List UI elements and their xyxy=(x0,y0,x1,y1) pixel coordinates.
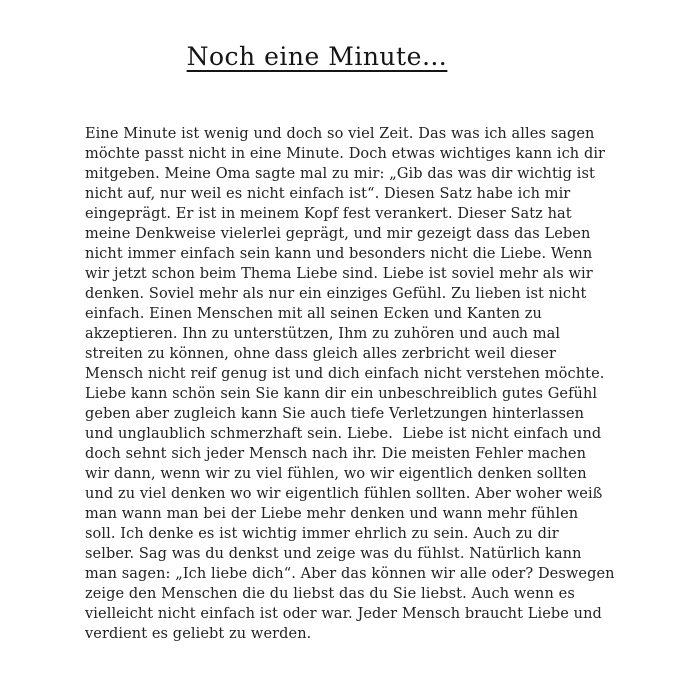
text-line: vielleicht nicht einfach ist oder war. Jeder Mensch braucht Liebe und xyxy=(85,606,602,622)
text-line: einfach. Einen Menschen mit all seinen Ecken und Kanten zu xyxy=(85,306,542,322)
text-line: nicht auf, nur weil es nicht einfach ist“. Diesen Satz habe ich mir xyxy=(85,186,571,202)
text-line: Mensch nicht reif genug ist und dich einfach nicht verstehen möchte. xyxy=(85,366,605,382)
text-line: soll. Ich denke es ist wichtig immer ehrlich zu sein. Auch zu dir xyxy=(85,526,559,542)
text-line: und unglaublich schmerzhaft sein. Liebe. Liebe ist nicht einfach und xyxy=(85,426,602,442)
text-line: man wann man bei der Liebe mehr denken und wann mehr fühlen xyxy=(85,506,579,522)
text-line: denken. Soviel mehr als nur ein einziges Gefühl. Zu lieben ist nicht xyxy=(85,286,587,302)
text-line: man sagen: „Ich liebe dich“. Aber das können wir alle oder? Deswegen xyxy=(85,566,615,582)
text-line: verdient es geliebt zu werden. xyxy=(85,626,312,642)
text-line: möchte passt nicht in eine Minute. Doch etwas wichtiges kann ich dir xyxy=(85,146,606,162)
document-title: Noch eine Minute… xyxy=(186,42,448,71)
text-line: meine Denkweise vielerlei geprägt, und mir gezeigt dass das Leben xyxy=(85,226,591,242)
text-line: Liebe kann schön sein Sie kann dir ein unbeschreiblich gutes Gefühl xyxy=(85,386,598,402)
text-line: eingeprägt. Er ist in meinem Kopf fest verankert. Dieser Satz hat xyxy=(85,206,572,222)
text-line: doch sehnt sich jeder Mensch nach ihr. Die meisten Fehler machen xyxy=(85,446,587,462)
text-line: wir dann, wenn wir zu viel fühlen, wo wir eigentlich denken sollten xyxy=(85,466,587,482)
text-line: Eine Minute ist wenig und doch so viel Zeit. Das was ich alles sagen xyxy=(85,126,595,142)
document-body-paragraph xyxy=(85,124,625,644)
text-line: wir jetzt schon beim Thema Liebe sind. Liebe ist soviel mehr als wir xyxy=(85,266,593,282)
text-line: streiten zu können, ohne dass gleich alles zerbricht weil dieser xyxy=(85,346,557,362)
text-line: selber. Sag was du denkst und zeige was du fühlst. Natürlich kann xyxy=(85,546,582,562)
text-line: geben aber zugleich kann Sie auch tiefe Verletzungen hinterlassen xyxy=(85,406,585,422)
text-line: nicht immer einfach sein kann und besonders nicht die Liebe. Wenn xyxy=(85,246,593,262)
text-line: akzeptieren. Ihn zu unterstützen, Ihm zu zuhören und auch mal xyxy=(85,326,561,342)
text-line: mitgeben. Meine Oma sagte mal zu mir: „Gib das was dir wichtig ist xyxy=(85,166,595,182)
text-line: und zu viel denken wo wir eigentlich fühlen sollten. Aber woher weiß xyxy=(85,486,603,502)
text-line: zeige den Menschen die du liebst das du Sie liebst. Auch wenn es xyxy=(85,586,575,602)
